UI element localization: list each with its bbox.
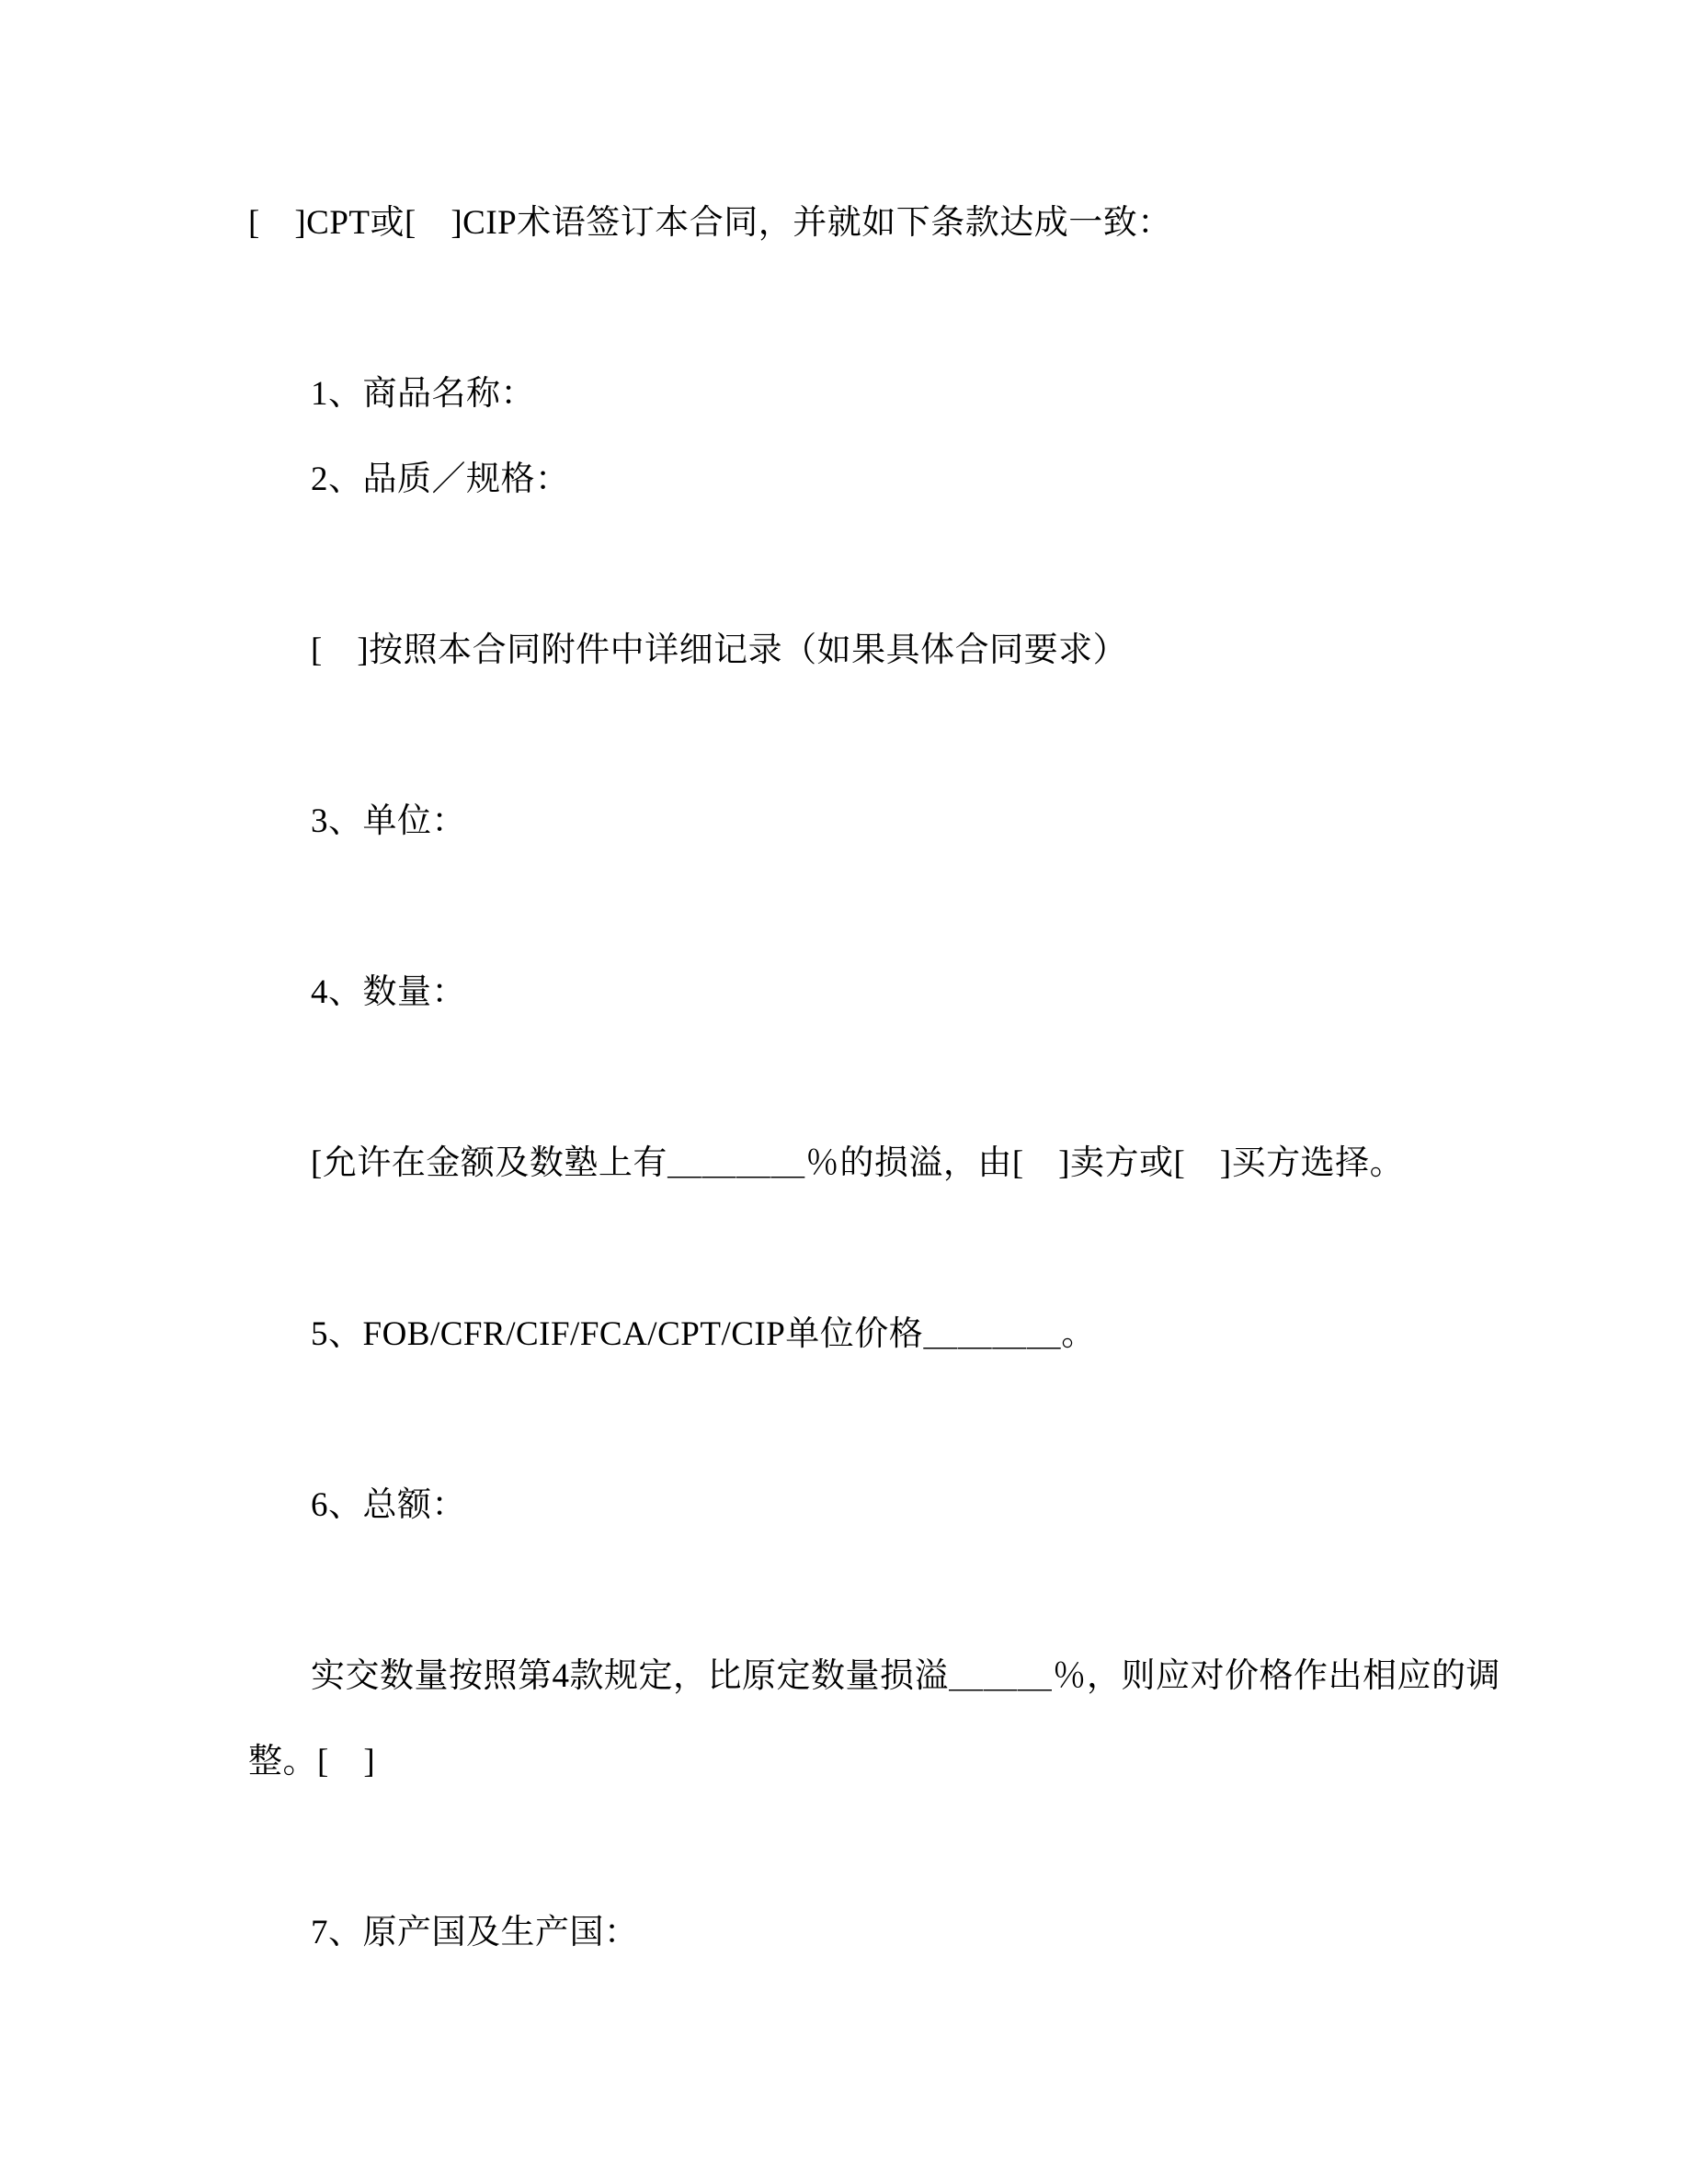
contract-line: 6、总额： bbox=[311, 1486, 466, 1524]
contract-line: 实交数量按照第4款规定，比原定数量损溢＿＿＿％，则应对价格作出相应的调 bbox=[311, 1657, 1500, 1695]
contract-line: [允许在金额及数塾上有＿＿＿＿％的损溢，由[ ]卖方或[ ]买方选择。 bbox=[311, 1144, 1405, 1182]
contract-line: 2、品质／规格： bbox=[311, 461, 570, 498]
contract-line: 5、FOB/CFR/CIF/FCA/CPT/CIP单位价格＿＿＿＿。 bbox=[311, 1315, 1096, 1353]
contract-line: 3、单位： bbox=[311, 802, 466, 840]
contract-line: [ ]CPT或[ ]CIP术语签订本合同，并就如下条款达成一致： bbox=[248, 204, 1172, 242]
contract-line: 整。[ ] bbox=[248, 1743, 376, 1780]
contract-text-block bbox=[248, 180, 1499, 1975]
contract-line: 1、商品名称： bbox=[311, 375, 535, 413]
contract-line: 7、原产国及生产国： bbox=[311, 1914, 639, 1951]
contract-line: 4、数量： bbox=[311, 973, 466, 1011]
contract-line: [ ]按照本合同附件中详细记录（如果具体合同要求） bbox=[311, 631, 1128, 669]
